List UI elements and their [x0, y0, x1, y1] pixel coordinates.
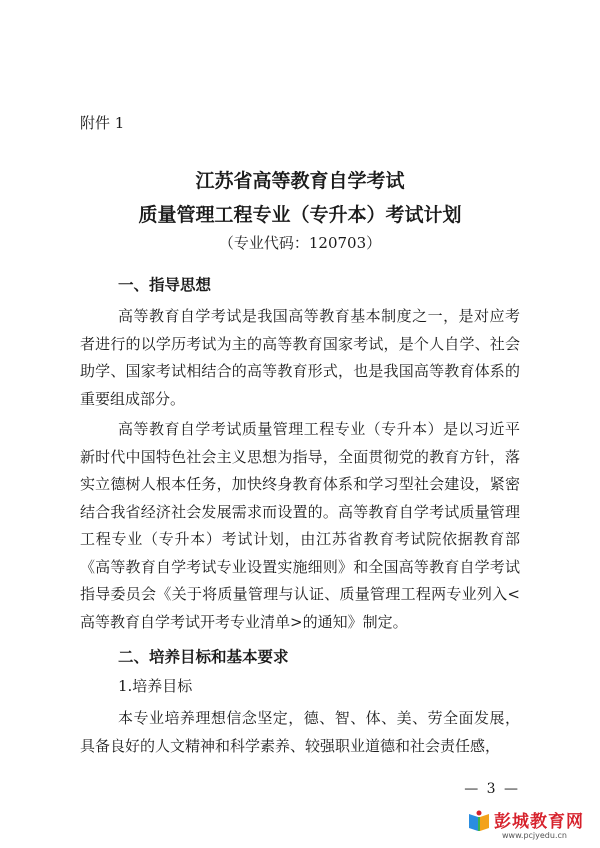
- section1-heading: 一、指导思想: [118, 275, 212, 294]
- section1-paragraph1: 高等教育自学考试是我国高等教育基本制度之一，是对应考者进行的以学历考试为主的高等教育国家考试，是个人自学、社会助学、国家考试相结合的高等教育形式，也是我国高等教育体系的重要组成部分。: [80, 307, 520, 408]
- page-number: — 3 —: [464, 781, 520, 797]
- major-code: （专业代码：120703）: [218, 234, 382, 252]
- document-title-line1: 江苏省高等教育自学考试: [195, 170, 405, 192]
- watermark-logo: [468, 804, 592, 844]
- document-title-line2: 质量管理工程专业（专升本）考试计划: [138, 204, 462, 226]
- watermark-url: www.pcjyedu.cn: [502, 831, 567, 840]
- book-logo-icon: [468, 810, 490, 832]
- section2-subheading: 1.培养目标: [118, 677, 193, 695]
- section2-paragraph1: 本专业培养理想信念坚定，德、智、体、美、劳全面发展，具备良好的人文精神和科学素养、较强职业道德和社会责任感，: [80, 709, 520, 755]
- attachment-label: 附件 1: [80, 114, 125, 132]
- section2-heading: 二、培养目标和基本要求: [118, 647, 289, 666]
- watermark-name: 彭城教育网: [494, 812, 584, 832]
- section1-paragraph2: 高等教育自学考试质量管理工程专业（专升本）是以习近平新时代中国特色社会主义思想为指导，全面贯彻党的教育方针，落实立德树人根本任务，加快终身教育体系和学习型社会建设，紧密结合我省经济社会发展需求而设置的。高等教育自学考试质量管理工程专业（专升本）考试计划，由江苏省教育考试院依据教育部《高等教育自学考试专业设置实施细则》和全国高等教育自学考试指导委员会《关于将质量管理与认证、质量管理工程两专业列入<高等教育自学考试开考专业清单>的通知》制定。: [80, 420, 520, 631]
